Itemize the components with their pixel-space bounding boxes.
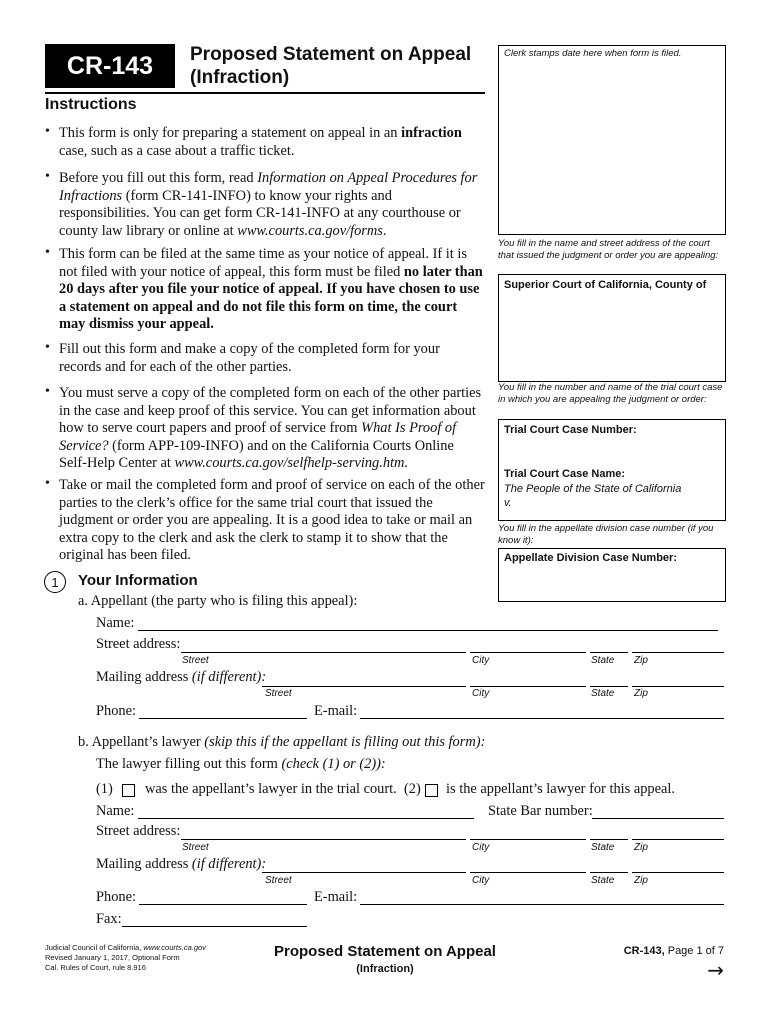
caption-state: State (591, 655, 615, 666)
appellant-name-label: Name: (96, 615, 135, 631)
form-title-line2: (Infraction) (190, 67, 290, 88)
appellant-city-field[interactable] (470, 652, 586, 653)
lawyer-email-label: E-mail: (314, 889, 358, 905)
appellant-mailing-state-field[interactable] (590, 686, 628, 687)
trial-name-versus: v. (504, 497, 512, 509)
appellant-heading: a. Appellant (the party who is filing this appeal): (78, 593, 358, 609)
appellant-email-label: E-mail: (314, 703, 358, 719)
appellant-phone-label: Phone: (96, 703, 136, 719)
trial-name-value: The People of the State of California (504, 483, 682, 495)
caption-city: City (472, 842, 490, 853)
lawyer-instruction: The lawyer filling out this form (check (1) or (2)): (96, 756, 386, 772)
section-number: 1 (51, 574, 59, 590)
caption-city: City (472, 655, 490, 666)
caption-street: Street (265, 875, 292, 886)
caption-zip: Zip (634, 875, 648, 886)
court-label: Superior Court of California, County of (504, 279, 707, 291)
appellant-mailing-label: Mailing address (if different): (96, 669, 267, 685)
lawyer-mailing-label: Mailing address (if different): (96, 856, 267, 872)
appellant-mailing-zip-field[interactable] (632, 686, 724, 687)
caption-city: City (472, 688, 490, 699)
appellant-street-field[interactable] (181, 652, 466, 653)
appellant-name-field[interactable] (138, 630, 718, 631)
trial-lawyer-checkbox[interactable] (122, 784, 135, 797)
court-note: You fill in the name and street address of the court that issued the judgment or order you are appealing: (498, 238, 719, 261)
instruction-item (45, 477, 485, 565)
footer-line2: Revised January 1, 2017, Optional Form (45, 953, 180, 962)
trial-number-label: Trial Court Case Number: (504, 424, 637, 436)
instruction-item (45, 385, 485, 473)
lawyer-mailing-city-field[interactable] (470, 872, 586, 873)
appellant-state-field[interactable] (590, 652, 628, 653)
form-id: CR-143 (66, 51, 154, 80)
lawyer-state-field[interactable] (590, 839, 628, 840)
lawyer-street-field[interactable] (181, 839, 466, 840)
instruction-item (45, 125, 485, 160)
footer-title: Proposed Statement on Appeal (274, 943, 496, 960)
lawyer-city-field[interactable] (470, 839, 586, 840)
appellant-mailing-street-field[interactable] (262, 686, 466, 687)
lawyer-zip-field[interactable] (632, 839, 724, 840)
bullet-icon: • (45, 169, 50, 184)
caption-zip: Zip (634, 842, 648, 853)
appellant-phone-field[interactable] (139, 718, 307, 719)
trial-case-box (498, 419, 726, 521)
appellant-street-label: Street address: (96, 636, 181, 652)
state-bar-field[interactable] (592, 818, 724, 819)
instruction-text: Before you fill out this form, read Information on Appeal Procedures for Infractions (form CR-141-INFO) to know your rights and responsibilities. You can get form CR-141-INFO at any courthouse or county law library or online at www.courts.ca.gov/forms. (59, 170, 478, 239)
lawyer-heading: b. Appellant’s lawyer (skip this if the appellant is filling out this form): (78, 734, 486, 750)
footer-line1: Judicial Council of California, www.courts.ca.gov (45, 943, 206, 952)
caption-street: Street (182, 842, 209, 853)
appellate-note: You fill in the appellate division case number (if you know it): (498, 523, 714, 546)
footer-subtitle: (Infraction) (356, 963, 414, 975)
option1-text: was the appellant’s lawyer in the trial court. (145, 781, 397, 797)
instruction-item (45, 170, 485, 240)
caption-street: Street (182, 655, 209, 666)
bullet-icon: • (45, 124, 50, 139)
lawyer-street-label: Street address: (96, 823, 181, 839)
trial-case-note: You fill in the number and name of the trial court case in which you are appealing the judgment or order: (498, 382, 723, 405)
form-id-badge (45, 44, 175, 88)
clerk-stamp-box (498, 45, 726, 235)
bullet-icon: • (45, 384, 50, 399)
lawyer-name-field[interactable] (138, 818, 474, 819)
option2-number: (2) (404, 781, 421, 797)
option1-number: (1) (96, 781, 113, 797)
instruction-text: This form can be filed at the same time as your notice of appeal. If it is not filed with your notice of appeal, this form must be filed no later than 20 days after you file your notice of appeal. If you have chosen to use a statement on appeal and do not file this form on time, the court may dismiss your appeal. (59, 246, 483, 332)
appellant-mailing-city-field[interactable] (470, 686, 586, 687)
bullet-icon: • (45, 245, 50, 260)
caption-zip: Zip (634, 655, 648, 666)
caption-state: State (591, 842, 615, 853)
lawyer-fax-field[interactable] (122, 926, 307, 927)
trial-name-label: Trial Court Case Name: (504, 468, 626, 480)
section-number-badge (44, 571, 66, 593)
lawyer-mailing-street-field[interactable] (262, 872, 466, 873)
lawyer-email-field[interactable] (360, 904, 724, 905)
page-indicator: CR-143, Page 1 of 7 (623, 945, 724, 957)
caption-city: City (472, 875, 490, 886)
state-bar-label: State Bar number: (488, 803, 593, 819)
section-title: Your Information (78, 572, 198, 589)
next-page-arrow-icon: → (707, 958, 724, 982)
lawyer-mailing-state-field[interactable] (590, 872, 628, 873)
instruction-text: Take or mail the completed form and proof of service on each of the other parties to the clerk’s office for the same trial court that issued the judgment or order you are appealing. It is a good idea to take or mail an extra copy to the clerk and ask the clerk to stamp it to show that the original has been filed. (59, 477, 485, 563)
form-title-line1: Proposed Statement on Appeal (190, 44, 472, 65)
appellant-zip-field[interactable] (632, 652, 724, 653)
header-divider (45, 92, 485, 94)
instruction-text: You must serve a copy of the completed form on each of the other parties in the case and keep proof of this service. You can get information about how to serve court papers and proof of service from What Is Proof of Service? (form APP-109-INFO) and on the California Courts Online Self-Help Center at www.courts.ca.gov/selfhelp-serving.htm. (59, 385, 482, 471)
caption-state: State (591, 875, 615, 886)
footer-publisher (45, 943, 206, 973)
caption-state: State (591, 688, 615, 699)
footer-line3: Cal. Rules of Court, rule 8.916 (45, 963, 146, 972)
instruction-text: Fill out this form and make a copy of the completed form for your records and for each of the other parties. (59, 341, 440, 375)
instruction-item (45, 246, 485, 334)
appeal-lawyer-checkbox[interactable] (425, 784, 438, 797)
instruction-text: This form is only for preparing a statement on appeal in an infraction case, such as a case about a traffic ticket. (59, 125, 462, 159)
court-name-field[interactable] (498, 274, 726, 382)
instructions-heading: Instructions (45, 96, 137, 113)
appellant-email-field[interactable] (360, 718, 724, 719)
bullet-icon: • (45, 340, 50, 355)
option2-text: is the appellant’s lawyer for this appeal. (446, 781, 675, 797)
lawyer-mailing-zip-field[interactable] (632, 872, 724, 873)
appellate-case-field[interactable] (498, 548, 726, 602)
lawyer-phone-label: Phone: (96, 889, 136, 905)
instruction-item (45, 341, 485, 376)
clerk-note: Clerk stamps date here when form is filed. (504, 48, 682, 59)
bullet-icon: • (45, 476, 50, 491)
lawyer-fax-label: Fax: (96, 911, 122, 927)
appellate-label: Appellate Division Case Number: (504, 552, 677, 564)
lawyer-name-label: Name: (96, 803, 135, 819)
caption-zip: Zip (634, 688, 648, 699)
form-title (190, 43, 471, 89)
lawyer-phone-field[interactable] (139, 904, 307, 905)
caption-street: Street (265, 688, 292, 699)
